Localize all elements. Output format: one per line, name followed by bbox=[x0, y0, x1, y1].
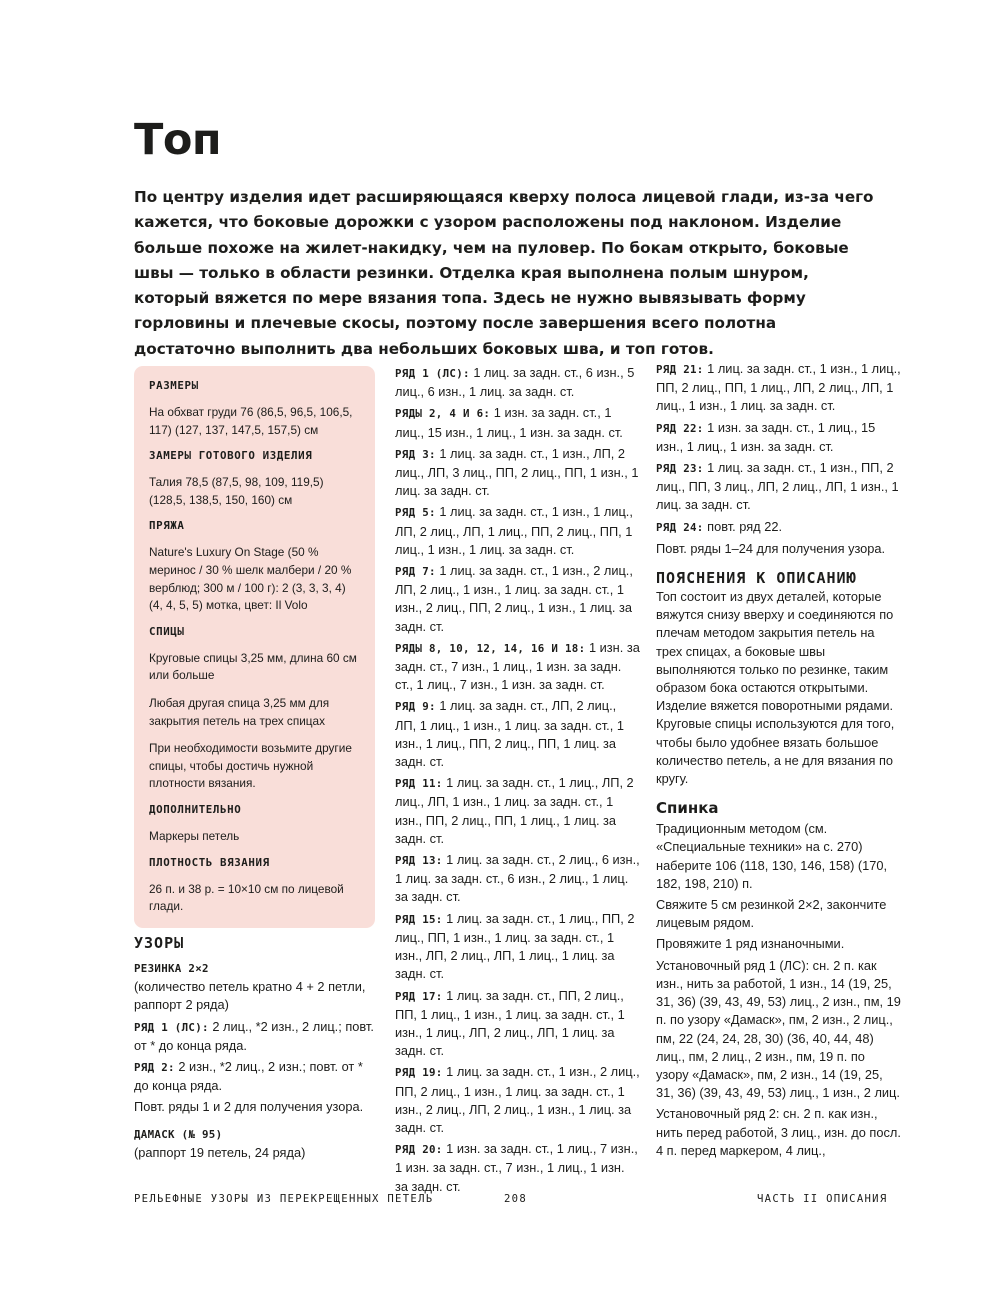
row-item bbox=[656, 518, 901, 537]
rib-row-1-label: РЯД 1 (ЛС): bbox=[134, 1020, 209, 1034]
row-item bbox=[656, 419, 901, 456]
row-label: РЯД 5: bbox=[395, 506, 436, 520]
rib-row-2 bbox=[134, 1058, 379, 1095]
back-heading: Спинка bbox=[656, 799, 719, 818]
extra-text: Маркеры петель bbox=[149, 828, 240, 843]
rib-block bbox=[134, 959, 379, 1015]
row-text: 1 лиц. за задн. ст., 1 изн., ПП, 2 лиц., ПП, 3 лиц., ЛП, 2 лиц., ЛП, 1 изн., 1 лиц. за задн. ст. bbox=[656, 460, 899, 513]
pattern-repeat: Повт. ряды 1–24 для получения узора. bbox=[656, 540, 886, 556]
needles-text-2: Любая другая спица 3,25 мм для закрытия петель на трех спицах bbox=[149, 695, 330, 728]
gauge-text: 26 п. и 38 р. = 10×10 см по лицевой глади. bbox=[149, 881, 344, 914]
row-item bbox=[656, 459, 901, 515]
row-item bbox=[395, 987, 640, 1061]
row-text: 1 лиц. за задн. ст., ЛП, 2 лиц., ЛП, 1 лиц., 1 изн., 1 лиц. за задн. ст., 1 изн., 1 лиц., ПП, 2 лиц., ПП, 1 лиц. за задн. ст. bbox=[395, 698, 624, 770]
notes-heading: ПОЯСНЕНИЯ К ОПИСАНИЮ bbox=[656, 569, 857, 588]
row-label: РЯД 21: bbox=[656, 363, 704, 376]
notes-text: Топ состоит из двух деталей, которые вяжутся снизу вверху и соединяются по плечам методом закрытия петель на трех спицах, а боковые швы выполняются только по резинке, таким образом бока остаются открытыми. Изделие вяжется поворотными рядами. Круговые спицы используются для того, чтобы было удобнее вязать большое количество петель, а не для вязания по кругу. bbox=[656, 589, 895, 787]
rib-note: (количество петель кратно 4 + 2 петли, раппорт 2 ряда) bbox=[134, 979, 366, 1013]
row-text: 1 лиц. за задн. ст., 1 изн., ЛП, 2 лиц., ЛП, 3 лиц., ПП, 2 лиц., ПП, 1 изн., 1 лиц. за задн. ст. bbox=[395, 445, 639, 499]
row-label: РЯД 3: bbox=[395, 447, 436, 461]
row-text: 1 изн. за задн. ст., 7 изн., 1 лиц., 1 изн. за задн. ст., 1 лиц., 7 изн., 1 изн. за задн. ст. bbox=[395, 639, 640, 693]
needles-heading: СПИЦЫ bbox=[149, 624, 185, 638]
sizes-heading: РАЗМЕРЫ bbox=[149, 379, 199, 392]
row-label: РЯД 17: bbox=[395, 989, 443, 1003]
sizes-text: На обхват груди 76 (86,5, 96,5, 106,5, 117) (127, 137, 147,5, 157,5) см bbox=[149, 405, 353, 437]
finished-heading: ЗАМЕРЫ ГОТОВОГО ИЗДЕЛИЯ bbox=[149, 449, 313, 463]
row-text: 1 изн. за задн. ст., 1 лиц., 15 изн., 1 лиц., 1 изн. за задн. ст. bbox=[656, 419, 876, 454]
rib-row-2-text: 2 изн., *2 лиц., 2 изн.; повт. от * до конца ряда. bbox=[134, 1059, 363, 1094]
rib-repeat: Повт. ряды 1 и 2 для получения узора. bbox=[134, 1099, 364, 1115]
row-text: 1 лиц. за задн. ст., 6 изн., 5 лиц., 6 изн., 1 лиц. за задн. ст. bbox=[395, 365, 635, 400]
damask-rows-column bbox=[395, 364, 640, 1199]
back-paragraph-4: Установочный ряд 1 (ЛС): сн. 2 п. как изн., нить за работой, 1 изн., 14 (19, 25, 31, 36) (39, 43, 49, 53) лиц., 2 изн., пм, 19 п. по узору «Дамаск», пм, 2 изн., 2 лиц., пм, 22 (24, 24, 28, 30) (36, 40, 44, 48) лиц., пм, 2 лиц., 2 изн., пм, 19 п. по узору «Дамаск», пм, 2 изн., 14 (19, 25, 31, 36) (39, 43, 49, 53) лиц., 1 изн., 2 лиц. bbox=[656, 957, 901, 1101]
back-paragraph-5: Установочный ряд 2: сн. 2 п. как изн., нить перед работой, 3 лиц., изн. до посл. 4 п. перед маркером, 4 лиц., bbox=[656, 1106, 901, 1158]
footer-section-title: РЕЛЬЕФНЫЕ УЗОРЫ ИЗ ПЕРЕКРЕЩЕННЫХ ПЕТЕЛЬ bbox=[134, 1193, 434, 1205]
row-text: 1 изн. за задн. ст., 1 лиц., 7 изн., 1 изн. за задн. ст., 7 изн., 1 лиц., 1 изн. за задн. ст. bbox=[395, 1141, 638, 1194]
page-title: Топ bbox=[134, 115, 222, 165]
yarn-text: Nature's Luxury On Stage (50 % меринос / 30 % шелк малбери / 20 % верблюд; 300 м / 100 г): 2 (3, 3, 3, 4) (4, 4, 5, 5) мотка, цвет: Il Volo bbox=[149, 545, 352, 613]
row-label: РЯД 22: bbox=[656, 421, 704, 435]
row-item bbox=[395, 639, 640, 695]
row-label: РЯД 13: bbox=[395, 854, 443, 868]
gauge-heading: ПЛОТНОСТЬ ВЯЗАНИЯ bbox=[149, 855, 270, 869]
yarn-heading: ПРЯЖА bbox=[149, 519, 185, 533]
back-paragraph-2: Свяжите 5 см резинкой 2×2, закончите лицевым рядом. bbox=[656, 897, 887, 931]
row-item bbox=[395, 1140, 640, 1196]
row-item bbox=[395, 503, 640, 559]
row-item bbox=[395, 562, 640, 636]
back-paragraph-3: Провяжите 1 ряд изнаночными. bbox=[656, 936, 845, 952]
row-label: РЯД 7: bbox=[395, 565, 436, 579]
row-text: 1 изн. за задн. ст., 1 лиц., 15 изн., 1 лиц., 1 изн. за задн. ст. bbox=[395, 405, 623, 440]
row-text: 1 лиц. за задн. ст., 1 лиц., ПП, 2 лиц., ПП, 1 изн., 1 лиц. за задн. ст., 1 изн., ЛП, 2 лиц., ЛП, 1 лиц., 1 лиц. за задн. ст. bbox=[395, 910, 635, 982]
row-label: РЯД 9: bbox=[395, 700, 436, 714]
back-paragraph-1: Традиционным методом (см. «Специальные техники» на с. 270) наберите 106 (118, 130, 146, 158) (170, 182, 198, 210) п. bbox=[656, 821, 888, 891]
row-text: 1 лиц. за задн. ст., 1 изн., 2 лиц., ЛП, 2 лиц., 1 изн., 1 лиц. за задн. ст., 1 изн., 2 лиц., ПП, 2 лиц., 1 изн., 1 лиц. за задн. ст. bbox=[395, 563, 633, 634]
row-label: РЯД 15: bbox=[395, 912, 443, 926]
row-item bbox=[656, 360, 901, 416]
row-text: 1 лиц. за задн. ст., 1 изн., 2 лиц., ПП, 2 лиц., 1 изн., 1 лиц. за задн. ст., 1 изн., 2 лиц., ЛП, 2 лиц., 1 изн., 1 лиц. за задн. ст. bbox=[395, 1064, 640, 1135]
rib-row-1-text: 2 лиц., *2 изн., 2 лиц.; повт. от * до конца ряда. bbox=[134, 1018, 374, 1053]
row-item bbox=[395, 1063, 640, 1137]
damask-label: ДАМАСК (№ 95) bbox=[134, 1127, 223, 1141]
patterns-column bbox=[134, 933, 379, 1165]
page-number: 208 bbox=[504, 1193, 528, 1205]
rib-row-1 bbox=[134, 1018, 379, 1055]
damask-block bbox=[134, 1125, 379, 1162]
row-text: 1 лиц. за задн. ст., 1 изн., 1 лиц., ЛП, 2 лиц., ЛП, 1 лиц., ПП, 2 лиц., ПП, 1 лиц., 1 изн., 1 лиц. за задн. ст. bbox=[395, 504, 633, 557]
row-text: повт. ряд 22. bbox=[703, 518, 782, 534]
row-text: 1 лиц. за задн. ст., 1 лиц., ЛП, 2 лиц., ЛП, 1 изн., 1 лиц. за задн. ст., 1 изн., ПП, 2 лиц., ПП, 1 лиц., 1 лиц. за задн. ст. bbox=[395, 775, 634, 846]
needles-text-1: Круговые спицы 3,25 мм, длина 60 см или больше bbox=[149, 650, 357, 683]
row-label: РЯД 11: bbox=[395, 777, 443, 791]
rib-row-2-label: РЯД 2: bbox=[134, 1061, 175, 1075]
row-item bbox=[395, 404, 640, 441]
right-column bbox=[656, 360, 901, 1163]
row-label: РЯД 20: bbox=[395, 1143, 443, 1157]
row-text: 1 лиц. за задн. ст., 1 изн., 1 лиц., ПП, 2 лиц., ПП, 1 лиц., ЛП, 2 лиц., ЛП, 1 лиц., 1 изн., 1 лиц. за задн. ст. bbox=[656, 361, 901, 414]
row-item bbox=[395, 910, 640, 984]
row-item bbox=[395, 851, 640, 907]
intro-paragraph: По центру изделия идет расширяющаяся кверху полоса лицевой глади, из-за чего кажется, что боковые дорожки с узором расположены под наклоном. Изделие больше похоже на жилет-накидку, чем на пуловер. По бокам открыто, боковые швы — только в области резинки. Отделка края выполнена полым шнуром, который вяжется по мере вязания топа. Здесь не нужно вывязывать форму горловины и плечевые скосы, поэтому после завершения всего полотна достаточно выполнить два небольших боковых шва, и топ готов. bbox=[134, 188, 874, 358]
needles-text-3: При необходимости возьмите другие спицы, чтобы достичь нужной плотности вязания. bbox=[149, 741, 352, 791]
footer-part-title: ЧАСТЬ II ОПИСАНИЯ bbox=[757, 1193, 888, 1205]
finished-text: Талия 78,5 (87,5, 98, 109, 119,5) (128,5, 138,5, 150, 160) см bbox=[149, 475, 324, 507]
row-label: РЯДЫ 2, 4 И 6: bbox=[395, 407, 491, 421]
row-item bbox=[395, 774, 640, 848]
damask-note: (раппорт 19 петель, 24 ряда) bbox=[134, 1144, 306, 1160]
row-item bbox=[395, 445, 640, 501]
row-item bbox=[395, 364, 640, 401]
patterns-heading: УЗОРЫ bbox=[134, 934, 185, 952]
row-item bbox=[395, 697, 640, 771]
row-text: 1 лиц. за задн. ст., 2 лиц., 6 изн., 1 лиц. за задн. ст., 6 изн., 2 лиц., 1 лиц. за задн. ст. bbox=[395, 852, 640, 905]
row-label: РЯД 23: bbox=[656, 462, 704, 476]
row-label: РЯД 19: bbox=[395, 1066, 443, 1080]
row-label: РЯДЫ 8, 10, 12, 14, 16 И 18: bbox=[395, 641, 586, 655]
rib-label: РЕЗИНКА 2×2 bbox=[134, 962, 209, 975]
row-label: РЯД 1 (ЛС): bbox=[395, 367, 470, 380]
materials-box bbox=[134, 366, 375, 928]
row-text: 1 лиц. за задн. ст., ПП, 2 лиц., ПП, 1 лиц., 1 изн., 1 лиц. за задн. ст., 1 изн., 1 лиц., ЛП, 2 лиц., ЛП, 1 лиц. за задн. ст. bbox=[395, 987, 625, 1059]
extra-heading: ДОПОЛНИТЕЛЬНО bbox=[149, 802, 242, 816]
row-label: РЯД 24: bbox=[656, 520, 704, 534]
